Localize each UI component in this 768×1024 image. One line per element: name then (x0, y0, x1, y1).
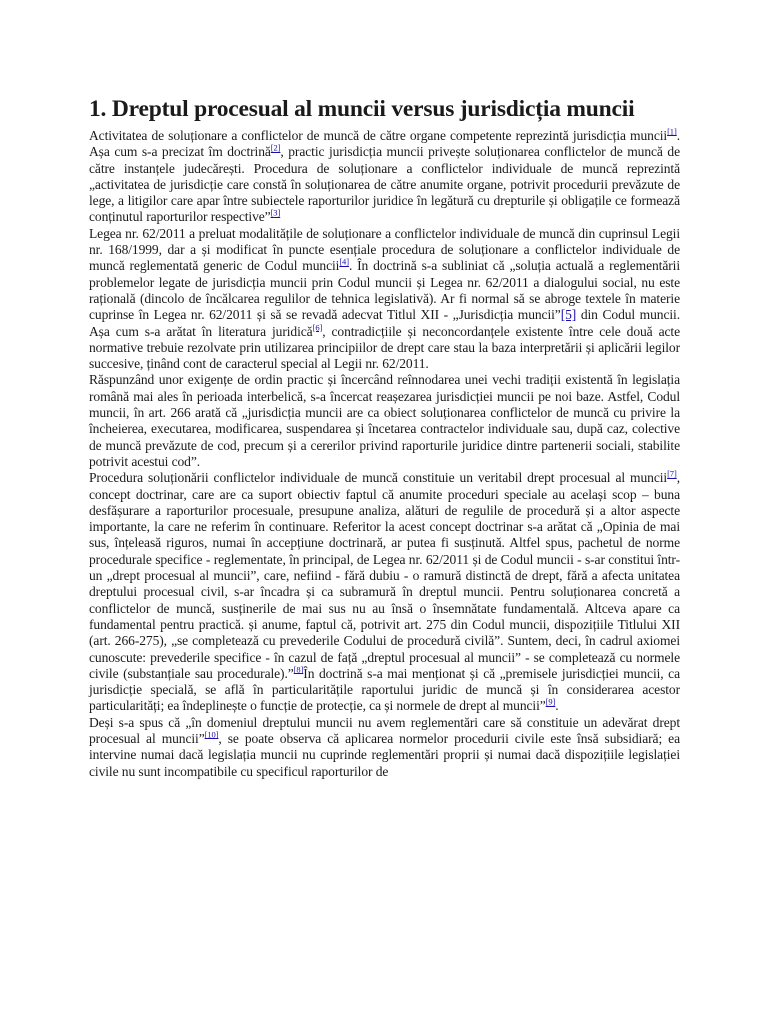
section-heading: 1. Dreptul procesual al muncii versus jurisdicția muncii (89, 96, 635, 122)
footnote-link-9[interactable]: [9] (545, 696, 556, 707)
paragraph-2 (89, 226, 680, 373)
paragraph-text: din Codul muncii. Așa cum s-a arătat în literatura juridică (89, 307, 680, 339)
paragraph-text: În doctrină s-a mai menționat și că „premisele jurisdicției muncii, ca jurisdicție specială, se află în particularitățile raportului juridic de muncă și în considerarea acestor particularități; ea îndeplinește o funcție de protecție, ca și normele de drept al muncii” (89, 665, 680, 714)
footnote-link-6[interactable]: [6] (312, 322, 323, 333)
footnote-link-10[interactable]: [10] (204, 729, 219, 740)
paragraph-text: , concept doctrinar, care are ca suport obiectiv faptul că anumite proceduri speciale au același scop – buna desfășurare a raporturilor procesuale, presupune analiza, alături de regulile de procedură și a altor aspecte importante, la care ne referim în continuare. Referitor la acest concept doctrinar s-a arătat că „Opinia de mai sus, înțeleasă riguros, numai în accepțiune doctrinară, ar putea fi susținută. Altfel spus, pachetul de norme procedurale specifice - reglementate, în principal, de Legea nr. 62/2011 și de Codul muncii - s-ar constitui într-un „drept procesual al muncii”, care, nefiind - fără dubiu - o ramură distinctă de drept, fără a afecta unitatea dreptului procesual civil, s-ar încadra și ca subramură în dreptul muncii. Pentru soluționarea concretă a conflictelor de muncă, susținerile de mai sus nu au însă o însemnătate fundamentală. Altceva apare ca fundamental pentru practică. și anume, faptul că, potrivit art. 275 din Codul muncii, dispozițiile Titlului XII (art. 266-275), „se completează cu prevederile Codului de procedură civilă”. Suntem, deci, în cadrul axiomei cunoscute: prevederile specifice - în cazul de față „dreptul procesual al muncii” - se completează cu normele civile (substanțiale sau procedurale).” (89, 470, 680, 681)
footnote-link-5[interactable]: [5] (560, 307, 577, 323)
footnote-link-4[interactable]: [4] (339, 256, 349, 267)
paragraph-text: , practic jurisdicția muncii privește soluționarea conflictelor de muncă de către instanțele judecărești. Procedura de soluționare a conflictelor individuale de muncă reprezintă „activitatea de jurisdicție care constă în soluționarea de către anumite organe, potrivit procedurii prevăzute de lege, a litigilor care apar între subiectele raporturilor juridice în legătură cu drepturile și obligațile ce formează conținutul raporturilor respective” (89, 144, 680, 225)
paragraph-text: . (555, 698, 559, 714)
paragraph-3 (89, 372, 680, 470)
footnote-link-3[interactable]: [3] (270, 207, 281, 218)
paragraph-4 (89, 470, 680, 714)
footnote-link-1[interactable]: [1] (667, 126, 677, 137)
paragraph-text: , se poate observa că aplicarea normelor procedurii civile este însă subsidiară; ea intervine numai dacă legislația muncii nu cuprinde reglementări proprii și numai dacă dispozițiile legislației civile nu sunt incompatibile cu specificul raporturilor de (89, 730, 681, 779)
paragraph-text: Deși s-a spus că „în domeniul dreptului muncii nu avem reglementări care să constituie un adevărat drept procesual al muncii” (89, 714, 680, 746)
footnote-link-2[interactable]: [2] (270, 142, 281, 153)
footnote-link-8[interactable]: [8] (293, 664, 304, 675)
paragraph-text: Răspunzând unor exigențe de ordin practic și încercând reînnodarea unei vechi tradiții existentă în legislația română mai ales în perioada interbelică, s-a încercat reașezarea jurisdicției muncii pe noi baze. Astfel, Codul muncii, în art. 266 arată că „jurisdicția muncii are ca obiect soluționarea conflictelor de muncă cu privire la încheierea, executarea, modificarea, suspendarea și încetarea contractelor individuale sau, după caz, colective de muncă prevăzute de cod, precum și a cererilor privind raporturile juridice dintre partenerii sociali, stabilite potrivit acestui cod”. (89, 372, 680, 469)
paragraph-1 (89, 128, 680, 226)
paragraph-text: , contradicțiile și neconcordanțele existente între cele două acte normative trebuie rezolvate prin utilizarea principiilor de drept care stau la baza interpretării și aplicării legilor succesive, ținând cont de caracterul special al Legii nr. 62/2011. (89, 323, 680, 372)
paragraph-text: . Așa cum s-a precizat îm doctrină (89, 128, 680, 160)
paragraph-text: Procedura soluționării conflictelor individuale de muncă constituie un veritabil drept procesual al muncii (89, 470, 668, 486)
document-page (89, 94, 680, 780)
paragraph-5 (89, 715, 680, 780)
paragraph-text: . În doctrină s-a subliniat că „soluția actuală a reglementării problemelor legate de jurisdicția muncii prin Codul muncii și Legea nr. 62/2011 a dialogului social, nu este rațională (dincolo de încălcarea regulilor de tehnica legislativă). Ar fi normal să se abroge textele în materie cuprinse în Legea nr. 62/2011 și să se revadă adecvat Titlul XII - „Jurisdicția muncii” (89, 258, 680, 323)
footnote-link-7[interactable]: [7] (667, 468, 677, 479)
paragraph-text: Activitatea de soluționare a conflictelor de muncă de către organe competente reprezintă jurisdicția muncii (89, 128, 668, 143)
paragraph-text: Legea nr. 62/2011 a preluat modalitățile de soluționare a conflictelor individuale de muncă din cuprinsul Legii nr. 168/1999, dar a și modificat în puncte esențiale procedura de soluționare a conflictelor individuale de muncă reglementată generic de Codul muncii (89, 225, 680, 274)
